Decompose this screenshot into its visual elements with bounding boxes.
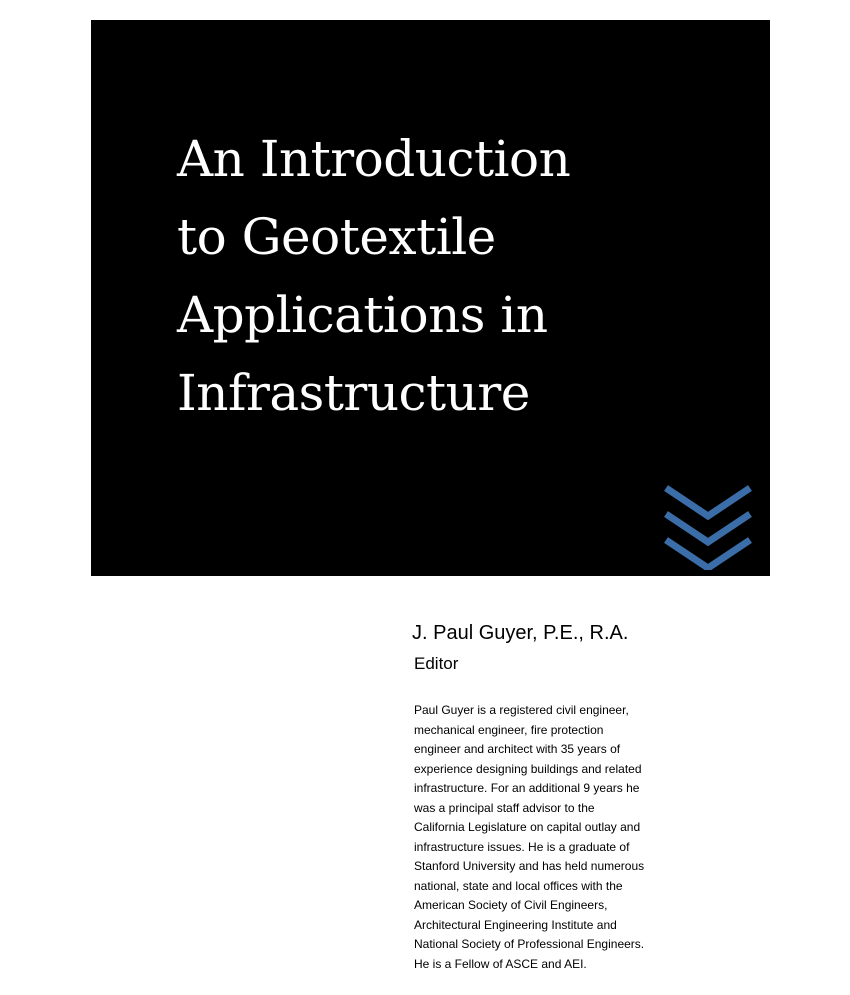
bio-line: He is a Fellow of ASCE and AEI. [414, 956, 587, 971]
bio-line: mechanical engineer, fire protection [414, 722, 604, 737]
bio-line: Paul Guyer is a registered civil engineer, [414, 703, 629, 717]
triple-chevron-down-icon [662, 482, 754, 570]
author-bio [414, 701, 754, 974]
book-title [177, 120, 757, 432]
bio-line: American Society of Civil Engineers, [414, 898, 608, 912]
bio-line: infrastructure. For an additional 9 years he [414, 781, 640, 795]
bio-line: National Society of Professional Engineers. [414, 937, 645, 951]
bio-line: experience designing buildings and related [414, 761, 642, 776]
bio-line: national, state and local offices with the [414, 878, 623, 893]
author-name: J. Paul Guyer, P.E., R.A. [412, 622, 629, 644]
bio-line: California Legislature on capital outlay and [414, 820, 641, 834]
bio-line: was a principal staff advisor to the [414, 800, 595, 815]
title-line: Infrastructure [177, 364, 530, 422]
bio-line: Architectural Engineering Institute and [414, 917, 617, 932]
title-line: to Geotextile [177, 208, 496, 266]
bio-line: Stanford University and has held numerous [414, 859, 645, 873]
bio-line: engineer and architect with 35 years of [414, 742, 621, 756]
title-line: An Introduction [177, 130, 571, 188]
bio-line: infrastructure issues. He is a graduate of [414, 839, 630, 854]
cover-title-panel [91, 20, 770, 576]
title-line: Applications in [177, 286, 548, 344]
author-role: Editor [414, 654, 459, 673]
